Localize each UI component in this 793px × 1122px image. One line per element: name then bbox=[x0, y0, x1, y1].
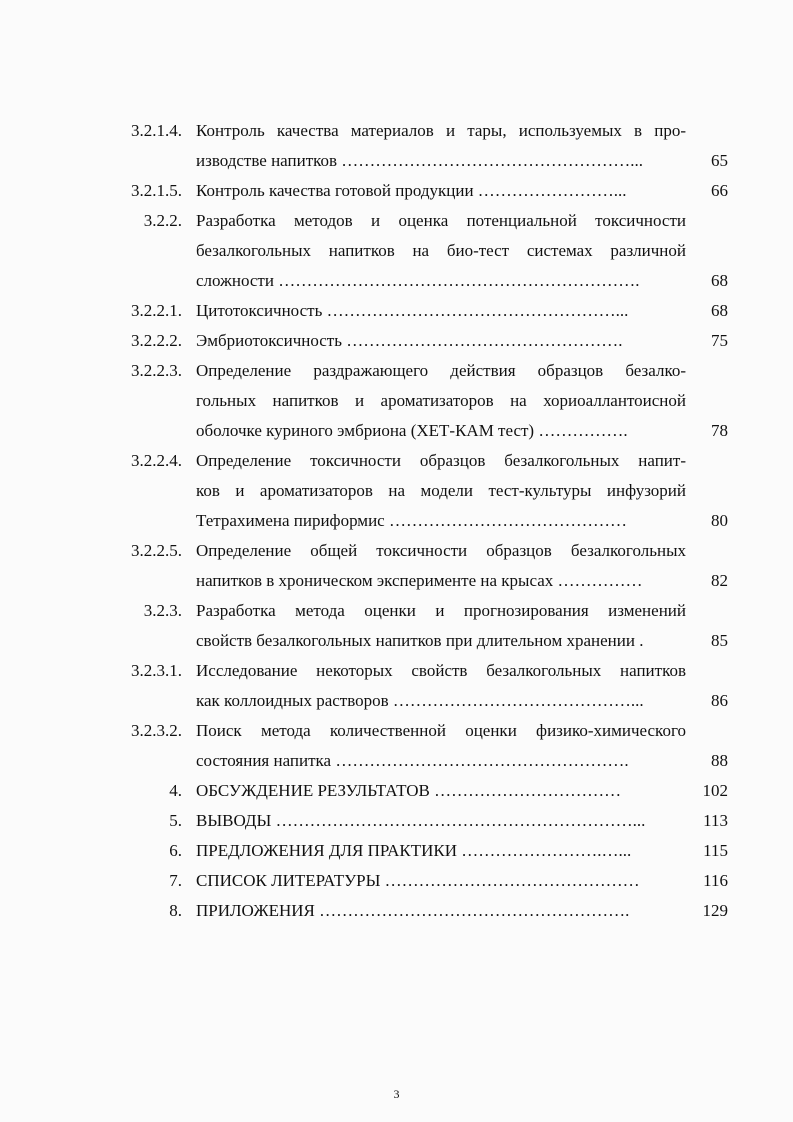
toc-entry-page: 82 bbox=[711, 571, 728, 590]
toc-entry bbox=[0, 776, 793, 806]
toc-entry-title-line: Контроль качества готовой продукции ……………………... bbox=[196, 181, 627, 200]
toc-entry-number: 4. bbox=[169, 781, 182, 800]
toc-entry bbox=[0, 716, 793, 776]
toc-entry-number: 5. bbox=[169, 811, 182, 830]
toc-entry-title-line: Определение раздражающего действия образцов безалко- bbox=[196, 361, 686, 380]
toc-entry bbox=[0, 806, 793, 836]
toc-entry-title-line: свойств безалкогольных напитков при длительном хранении . bbox=[196, 631, 644, 650]
toc-entry-title-line: напитков в хроническом эксперименте на крысах …………… bbox=[196, 571, 643, 590]
toc-entry bbox=[0, 326, 793, 356]
toc-entry-number: 3.2.2.4. bbox=[131, 451, 182, 470]
toc-entry-number: 7. bbox=[169, 871, 182, 890]
toc-entry-number: 3.2.3.1. bbox=[131, 661, 182, 680]
toc-entry-number: 3.2.2. bbox=[143, 211, 182, 230]
toc-entry-page: 85 bbox=[711, 631, 728, 650]
page-number: 3 bbox=[393, 1087, 400, 1101]
toc-entry-page: 129 bbox=[702, 901, 728, 920]
toc-entry-number: 3.2.1.5. bbox=[131, 181, 182, 200]
toc-entry-title-line: как коллоидных растворов ……………………………………... bbox=[196, 691, 644, 710]
toc-entry-title-line: СПИСОК ЛИТЕРАТУРЫ ……………………………………… bbox=[196, 871, 640, 890]
toc-entry-page: 75 bbox=[711, 331, 728, 350]
toc-entry-title-line: Эмбриотоксичность …………………………………………. bbox=[196, 331, 623, 350]
toc-entry-title-line: ОБСУЖДЕНИЕ РЕЗУЛЬТАТОВ …………………………… bbox=[196, 781, 622, 800]
toc-entry bbox=[0, 656, 793, 716]
toc-entry-title-line: Разработка метода оценки и прогнозирования изменений bbox=[196, 601, 686, 620]
toc-entry-title-line: Тетрахимена пириформис …………………………………… bbox=[196, 511, 627, 530]
toc-entry-title-line: Определение токсичности образцов безалкогольных напит- bbox=[196, 451, 686, 470]
toc-entry-page: 66 bbox=[711, 181, 728, 200]
toc-entry-page: 65 bbox=[711, 151, 728, 170]
toc-entry-number: 8. bbox=[169, 901, 182, 920]
toc-entry-title-line: сложности ………………………………………………………. bbox=[196, 271, 640, 290]
toc-entry bbox=[0, 896, 793, 926]
toc-entry-page: 88 bbox=[711, 751, 728, 770]
toc-entry-title-line: Исследование некоторых свойств безалкогольных напитков bbox=[196, 661, 686, 680]
toc-entry bbox=[0, 836, 793, 866]
toc-entry bbox=[0, 866, 793, 896]
toc-entry-page: 102 bbox=[702, 781, 728, 800]
toc-entry-number: 3.2.3.2. bbox=[131, 721, 182, 740]
toc-entry-page: 86 bbox=[711, 691, 728, 710]
toc-entry bbox=[0, 536, 793, 596]
toc-entry-number: 6. bbox=[169, 841, 182, 860]
toc-entry-title-line: Контроль качества материалов и тары, используемых в про- bbox=[196, 121, 686, 140]
toc-entry-number: 3.2.2.5. bbox=[131, 541, 182, 560]
toc-entry-title-line: состояния напитка ……………………………………………. bbox=[196, 751, 629, 770]
toc-entry-page: 78 bbox=[711, 421, 728, 440]
toc-entry bbox=[0, 116, 793, 176]
toc-entry-number: 3.2.2.3. bbox=[131, 361, 182, 380]
toc-entry-page: 113 bbox=[703, 811, 728, 830]
toc-entry-title-line: Определение общей токсичности образцов безалкогольных bbox=[196, 541, 686, 560]
toc-entry-page: 115 bbox=[703, 841, 728, 860]
toc-entry-number: 3.2.2.1. bbox=[131, 301, 182, 320]
toc-entry bbox=[0, 446, 793, 536]
toc-entry-title-line: ков и ароматизаторов на модели тест-культуры инфузорий bbox=[196, 481, 686, 500]
toc-entry-page: 68 bbox=[711, 301, 728, 320]
toc-entry-title-line: Цитотоксичность ……………………………………………... bbox=[196, 301, 629, 320]
toc-entry-title-line: оболочке куриного эмбриона (ХЕТ-КАМ тест) ……………. bbox=[196, 421, 628, 440]
toc-entry-number: 3.2.3. bbox=[143, 601, 182, 620]
toc-entry bbox=[0, 206, 793, 296]
toc-entry-title-line: ВЫВОДЫ ………………………………………………………... bbox=[196, 811, 646, 830]
toc-entry bbox=[0, 596, 793, 656]
toc-entry-title-line: Поиск метода количественной оценки физико-химического bbox=[196, 721, 686, 740]
toc-entry-number: 3.2.2.2. bbox=[131, 331, 182, 350]
toc-entry-title-line: Разработка методов и оценка потенциальной токсичности bbox=[196, 211, 686, 230]
toc-entry-page: 68 bbox=[711, 271, 728, 290]
toc-entry-title-line: ПРЕДЛОЖЕНИЯ ДЛЯ ПРАКТИКИ …………………….…... bbox=[196, 841, 632, 860]
toc-entry-title-line: изводстве напитков ……………………………………………... bbox=[196, 151, 644, 170]
toc-entry-page: 116 bbox=[703, 871, 728, 890]
toc-entry-title-line: безалкогольных напитков на био-тест системах различной bbox=[196, 241, 686, 260]
toc-entry bbox=[0, 296, 793, 326]
toc-entry-title-line: ПРИЛОЖЕНИЯ ………………………………………………. bbox=[196, 901, 630, 920]
toc-entry-number: 3.2.1.4. bbox=[131, 121, 182, 140]
toc-entry-title-line: гольных напитков и ароматизаторов на хориоаллантоисной bbox=[196, 391, 686, 410]
toc-entry-page: 80 bbox=[711, 511, 728, 530]
toc-entry bbox=[0, 176, 793, 206]
toc-entry bbox=[0, 356, 793, 446]
